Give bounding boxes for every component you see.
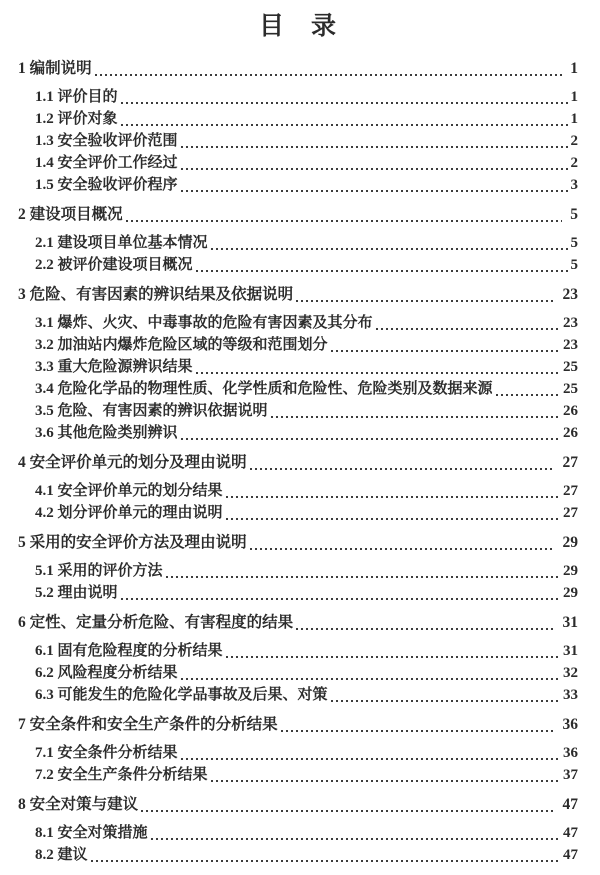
toc-sub-entry [18,334,578,356]
toc-sub-entry [18,174,578,196]
toc-entry-label: 1.5 安全验收评价程序 [35,177,178,193]
toc-chapter-entry [18,532,578,554]
toc-chapter-entry [18,794,578,816]
toc-sub-entry [18,86,578,108]
toc-entry-page: 23 [563,315,578,331]
dot-leader [226,496,560,498]
dot-leader [211,248,568,250]
toc-entry-page: 36 [562,716,578,733]
dot-leader [196,270,568,272]
toc-entry-page: 5 [570,235,578,251]
dot-leader [121,124,568,126]
toc-entry-label: 5.1 采用的评价方法 [35,563,163,579]
dot-leader [141,810,554,812]
toc-entry-label: 1.3 安全验收评价范围 [35,133,178,149]
toc-entry-page: 29 [562,534,578,551]
toc-entry-page: 26 [563,403,578,419]
dot-leader [181,168,568,170]
toc-sub-entry [18,400,578,422]
toc-entry-label: 6 定性、定量分析危险、有害程度的结果 [18,614,294,631]
toc-entry-page: 47 [563,825,578,841]
toc-entry-label: 2.1 建设项目单位基本情况 [35,235,208,251]
toc-entry-page: 23 [562,286,578,303]
toc-entry-page: 1 [570,60,578,77]
toc-entry-label: 3 危险、有害因素的辨识结果及依据说明 [18,286,294,303]
page-title: 目 录 [258,13,337,40]
toc-sub-entry [18,108,578,130]
toc-entry-page: 47 [563,847,578,863]
toc-sub-entry [18,480,578,502]
toc-entry-label: 3.4 危险化学品的物理性质、化学性质和危险性、危险类别及数据来源 [35,381,493,397]
dot-leader [151,838,560,840]
toc-entry-page: 37 [563,767,578,783]
dot-leader [331,700,560,702]
toc-entry-label: 6.1 固有危险程度的分析结果 [35,643,223,659]
dot-leader [91,860,560,862]
toc-sub-entry [18,312,578,334]
toc-sub-entry [18,254,578,276]
toc-sub-entry [18,502,578,524]
toc-sub-entry [18,640,578,662]
toc-entry-label: 7 安全条件和安全生产条件的分析结果 [18,716,278,733]
toc-sub-entry [18,130,578,152]
toc-sub-entry [18,582,578,604]
toc-entry-label: 6.3 可能发生的危险化学品事故及后果、对策 [35,687,328,703]
dot-leader [196,372,560,374]
toc-entry-label: 3.3 重大危险源辨识结果 [35,359,193,375]
toc-entry-label: 4.1 安全评价单元的划分结果 [35,483,223,499]
toc-chapter-entry [18,284,578,306]
toc-entry-page: 5 [570,257,578,273]
dot-leader [181,758,560,760]
toc-entry-label: 3.2 加油站内爆炸危险区域的等级和范围划分 [35,337,328,353]
dot-leader [250,468,555,470]
toc-entry-page: 27 [563,483,578,499]
toc-entry-label: 1.4 安全评价工作经过 [35,155,178,171]
toc-entry-label: 8.1 安全对策措施 [35,825,148,841]
toc-entry-label: 1.2 评价对象 [35,111,118,127]
toc-entry-page: 3 [570,177,578,193]
toc-entry-page: 1 [570,111,578,127]
toc-sub-entry [18,844,578,866]
dot-leader [95,74,563,76]
toc-chapter-entry [18,612,578,634]
dot-leader [126,220,563,222]
toc-entry-label: 3.6 其他危险类别辨识 [35,425,178,441]
dot-leader [181,438,560,440]
toc-sub-entry [18,378,578,400]
toc-sub-entry [18,232,578,254]
toc-entry-page: 31 [563,643,578,659]
dot-leader [331,350,560,352]
toc-entry-label: 1 编制说明 [18,60,92,77]
toc-entry-page: 25 [563,359,578,375]
dot-leader [121,598,560,600]
dot-leader [211,780,560,782]
toc-entry-page: 25 [563,381,578,397]
toc-entry-label: 2.2 被评价建设项目概况 [35,257,193,273]
toc-entry-label: 2 建设项目概况 [18,206,123,223]
toc-sub-entry [18,560,578,582]
toc-entry-label: 4.2 划分评价单元的理由说明 [35,505,223,521]
dot-leader [121,102,568,104]
toc-entry-page: 27 [563,505,578,521]
toc-entry-page: 26 [563,425,578,441]
toc-entry-page: 33 [563,687,578,703]
toc-entry-label: 8 安全对策与建议 [18,796,139,813]
toc-entry-page: 27 [562,454,578,471]
dot-leader [376,328,560,330]
toc-entry-page: 32 [563,665,578,681]
toc-entry-page: 29 [563,585,578,601]
dot-leader [166,576,560,578]
toc-sub-entry [18,152,578,174]
toc-chapter-entry [18,452,578,474]
toc-entry-label: 3.1 爆炸、火灾、中毒事故的危险有害因素及其分布 [35,315,373,331]
toc-entry-page: 2 [570,155,578,171]
toc-entry-label: 8.2 建议 [35,847,88,863]
dot-leader [281,730,555,732]
toc-chapter-entry [18,714,578,736]
toc-sub-entry [18,684,578,706]
dot-leader [296,300,554,302]
toc-list [18,58,578,866]
dot-leader [250,548,555,550]
toc-entry-label: 4 安全评价单元的划分及理由说明 [18,454,247,471]
toc-entry-page: 31 [562,614,578,631]
toc-entry-page: 23 [563,337,578,353]
toc-sub-entry [18,742,578,764]
toc-entry-label: 1.1 评价目的 [35,89,118,105]
toc-entry-label: 5.2 理由说明 [35,585,118,601]
dot-leader [181,678,560,680]
toc-chapter-entry [18,204,578,226]
toc-sub-entry [18,356,578,378]
dot-leader [226,656,560,658]
toc-entry-page: 29 [563,563,578,579]
toc-chapter-entry [18,58,578,80]
dot-leader [271,416,560,418]
toc-entry-page: 36 [563,745,578,761]
toc-entry-label: 3.5 危险、有害因素的辨识依据说明 [35,403,268,419]
toc-entry-label: 7.2 安全生产条件分析结果 [35,767,208,783]
toc-entry-page: 47 [562,796,578,813]
toc-entry-label: 6.2 风险程度分析结果 [35,665,178,681]
toc-entry-page: 1 [570,89,578,105]
toc-entry-label: 5 采用的安全评价方法及理由说明 [18,534,247,551]
toc-sub-entry [18,822,578,844]
toc-entry-page: 2 [570,133,578,149]
toc-entry-label: 7.1 安全条件分析结果 [35,745,178,761]
dot-leader [181,146,568,148]
toc-sub-entry [18,662,578,684]
dot-leader [181,190,568,192]
toc-entry-page: 5 [570,206,578,223]
toc-sub-entry [18,764,578,786]
dot-leader [296,628,554,630]
toc-sub-entry [18,422,578,444]
dot-leader [226,518,560,520]
dot-leader [496,394,560,396]
